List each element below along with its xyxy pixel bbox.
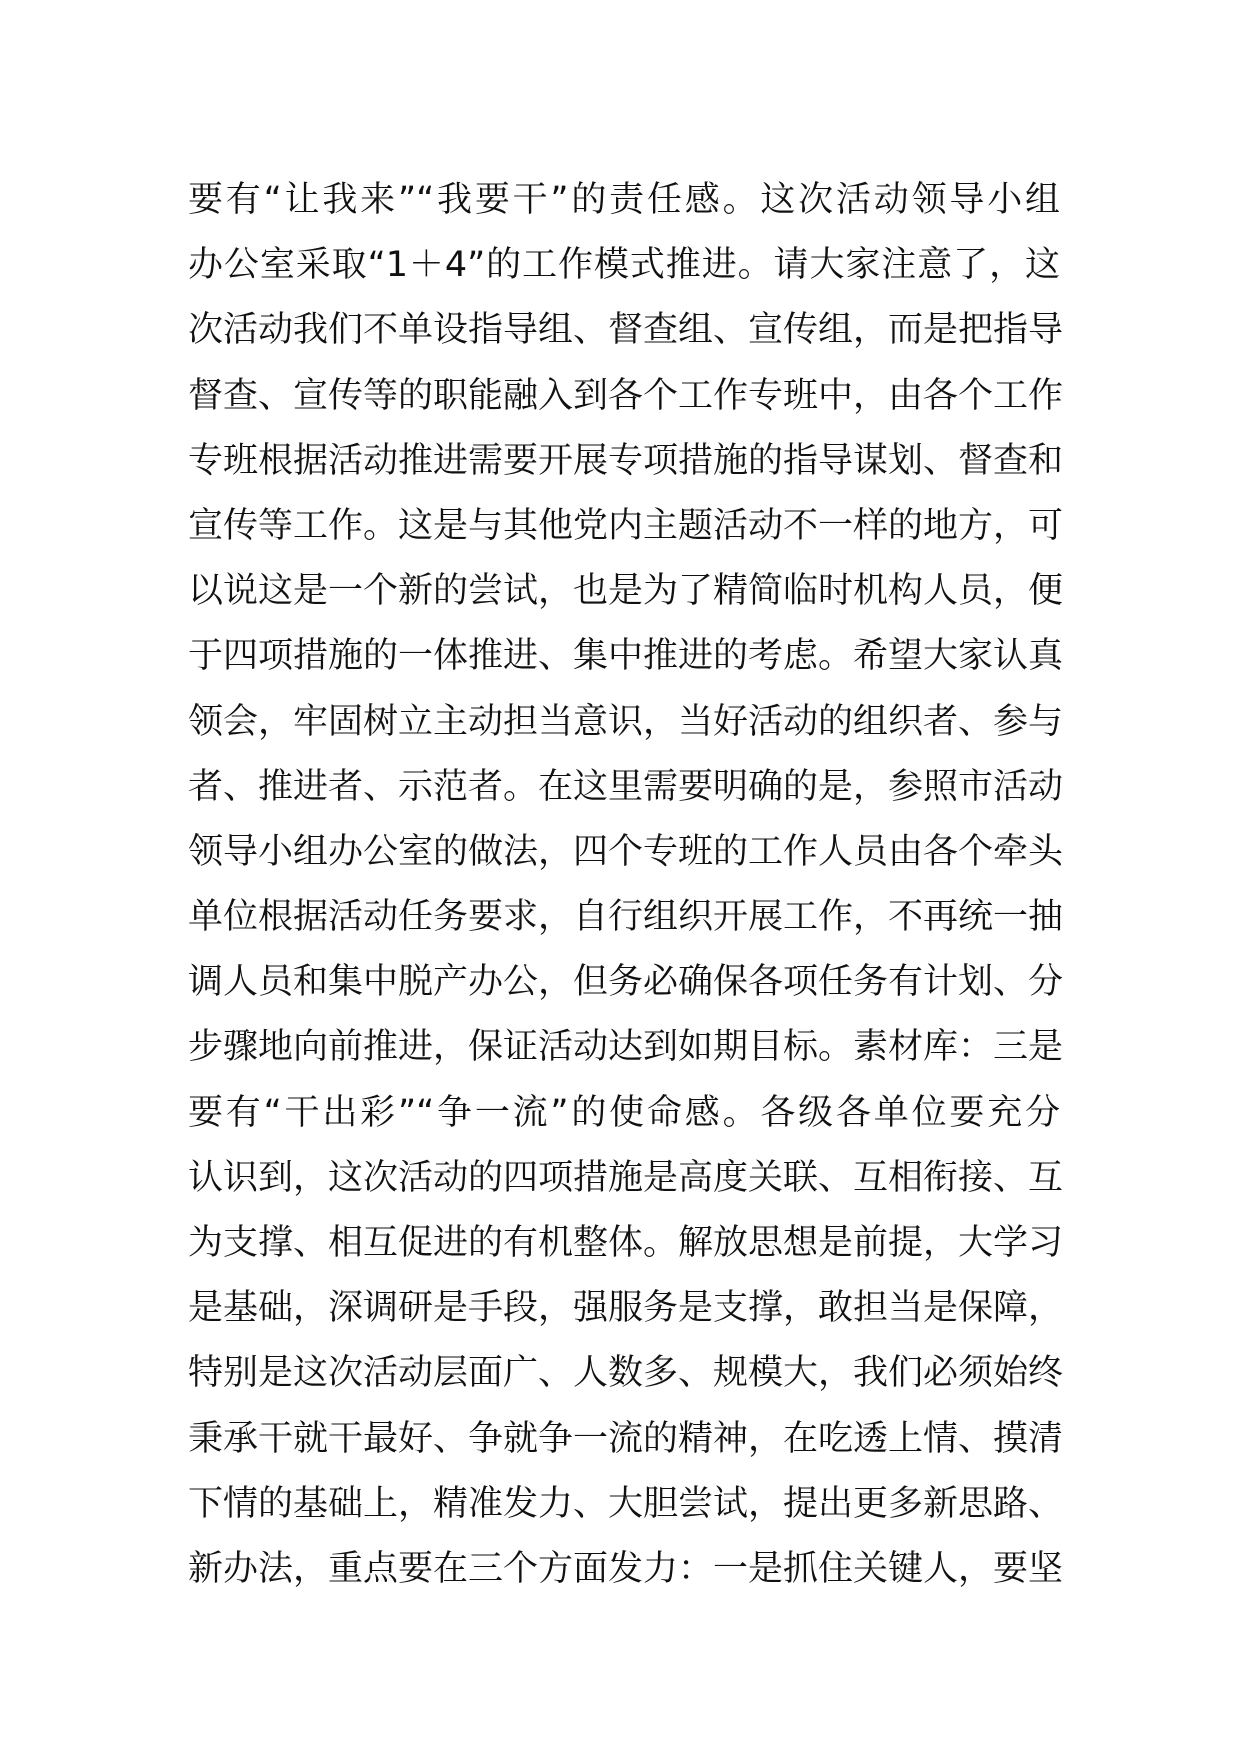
text-line-2: 办公室采取“1＋4”的工作模式推进。请大家注意了，这 bbox=[188, 245, 1060, 286]
text-line-8: 于四项措施的一体推进、集中推进的考虑。希望大家认真 bbox=[188, 636, 1064, 677]
text-line-3: 次活动我们不单设指导组、督查组、宣传组，而是把指导 bbox=[188, 310, 1064, 351]
text-line-18: 是基础，深调研是手段，强服务是支撑，敢担当是保障， bbox=[188, 1288, 1064, 1329]
text-line-5: 专班根据活动推进需要开展专项措施的指导谋划、督查和 bbox=[188, 440, 1064, 481]
text-line-19: 特别是这次活动层面广、人数多、规模大，我们必须始终 bbox=[188, 1353, 1064, 1394]
body-text bbox=[188, 168, 1064, 1602]
text-line-9: 领会，牢固树立主动担当意识，当好活动的组织者、参与 bbox=[188, 701, 1064, 742]
text-line-6: 宣传等工作。这是与其他党内主题活动不一样的地方，可 bbox=[188, 505, 1064, 546]
text-line-10: 者、推进者、示范者。在这里需要明确的是，参照市活动 bbox=[188, 766, 1064, 807]
text-line-15: 要有“干出彩”“争一流”的使命感。各级各单位要充分 bbox=[188, 1092, 1060, 1133]
text-line-11: 领导小组办公室的做法，四个专班的工作人员由各个牵头 bbox=[188, 831, 1064, 872]
text-line-7: 以说这是一个新的尝试，也是为了精简临时机构人员，便 bbox=[188, 571, 1064, 612]
text-line-13: 调人员和集中脱产办公，但务必确保各项任务有计划、分 bbox=[188, 962, 1064, 1003]
text-line-22: 新办法，重点要在三个方面发力：一是抓住关键人，要坚 bbox=[188, 1548, 1064, 1589]
text-line-17: 为支撑、相互促进的有机整体。解放思想是前提，大学习 bbox=[188, 1223, 1064, 1263]
text-line-20: 秉承干就干最好、争就争一流的精神，在吃透上情、摸清 bbox=[188, 1418, 1064, 1459]
text-line-14: 步骤地向前推进，保证活动达到如期目标。素材库：三是 bbox=[188, 1027, 1064, 1068]
text-line-12: 单位根据活动任务要求，自行组织开展工作，不再统一抽 bbox=[188, 897, 1064, 938]
text-line-4: 督查、宣传等的职能融入到各个工作专班中，由各个工作 bbox=[188, 375, 1064, 416]
text-line-1: 要有“让我来”“我要干”的责任感。这次活动领导小组 bbox=[188, 180, 1060, 220]
text-line-16: 认识到，这次活动的四项措施是高度关联、互相衔接、互 bbox=[188, 1157, 1064, 1198]
text-line-21: 下情的基础上，精准发力、大胆尝试，提出更多新思路、 bbox=[188, 1483, 1064, 1524]
